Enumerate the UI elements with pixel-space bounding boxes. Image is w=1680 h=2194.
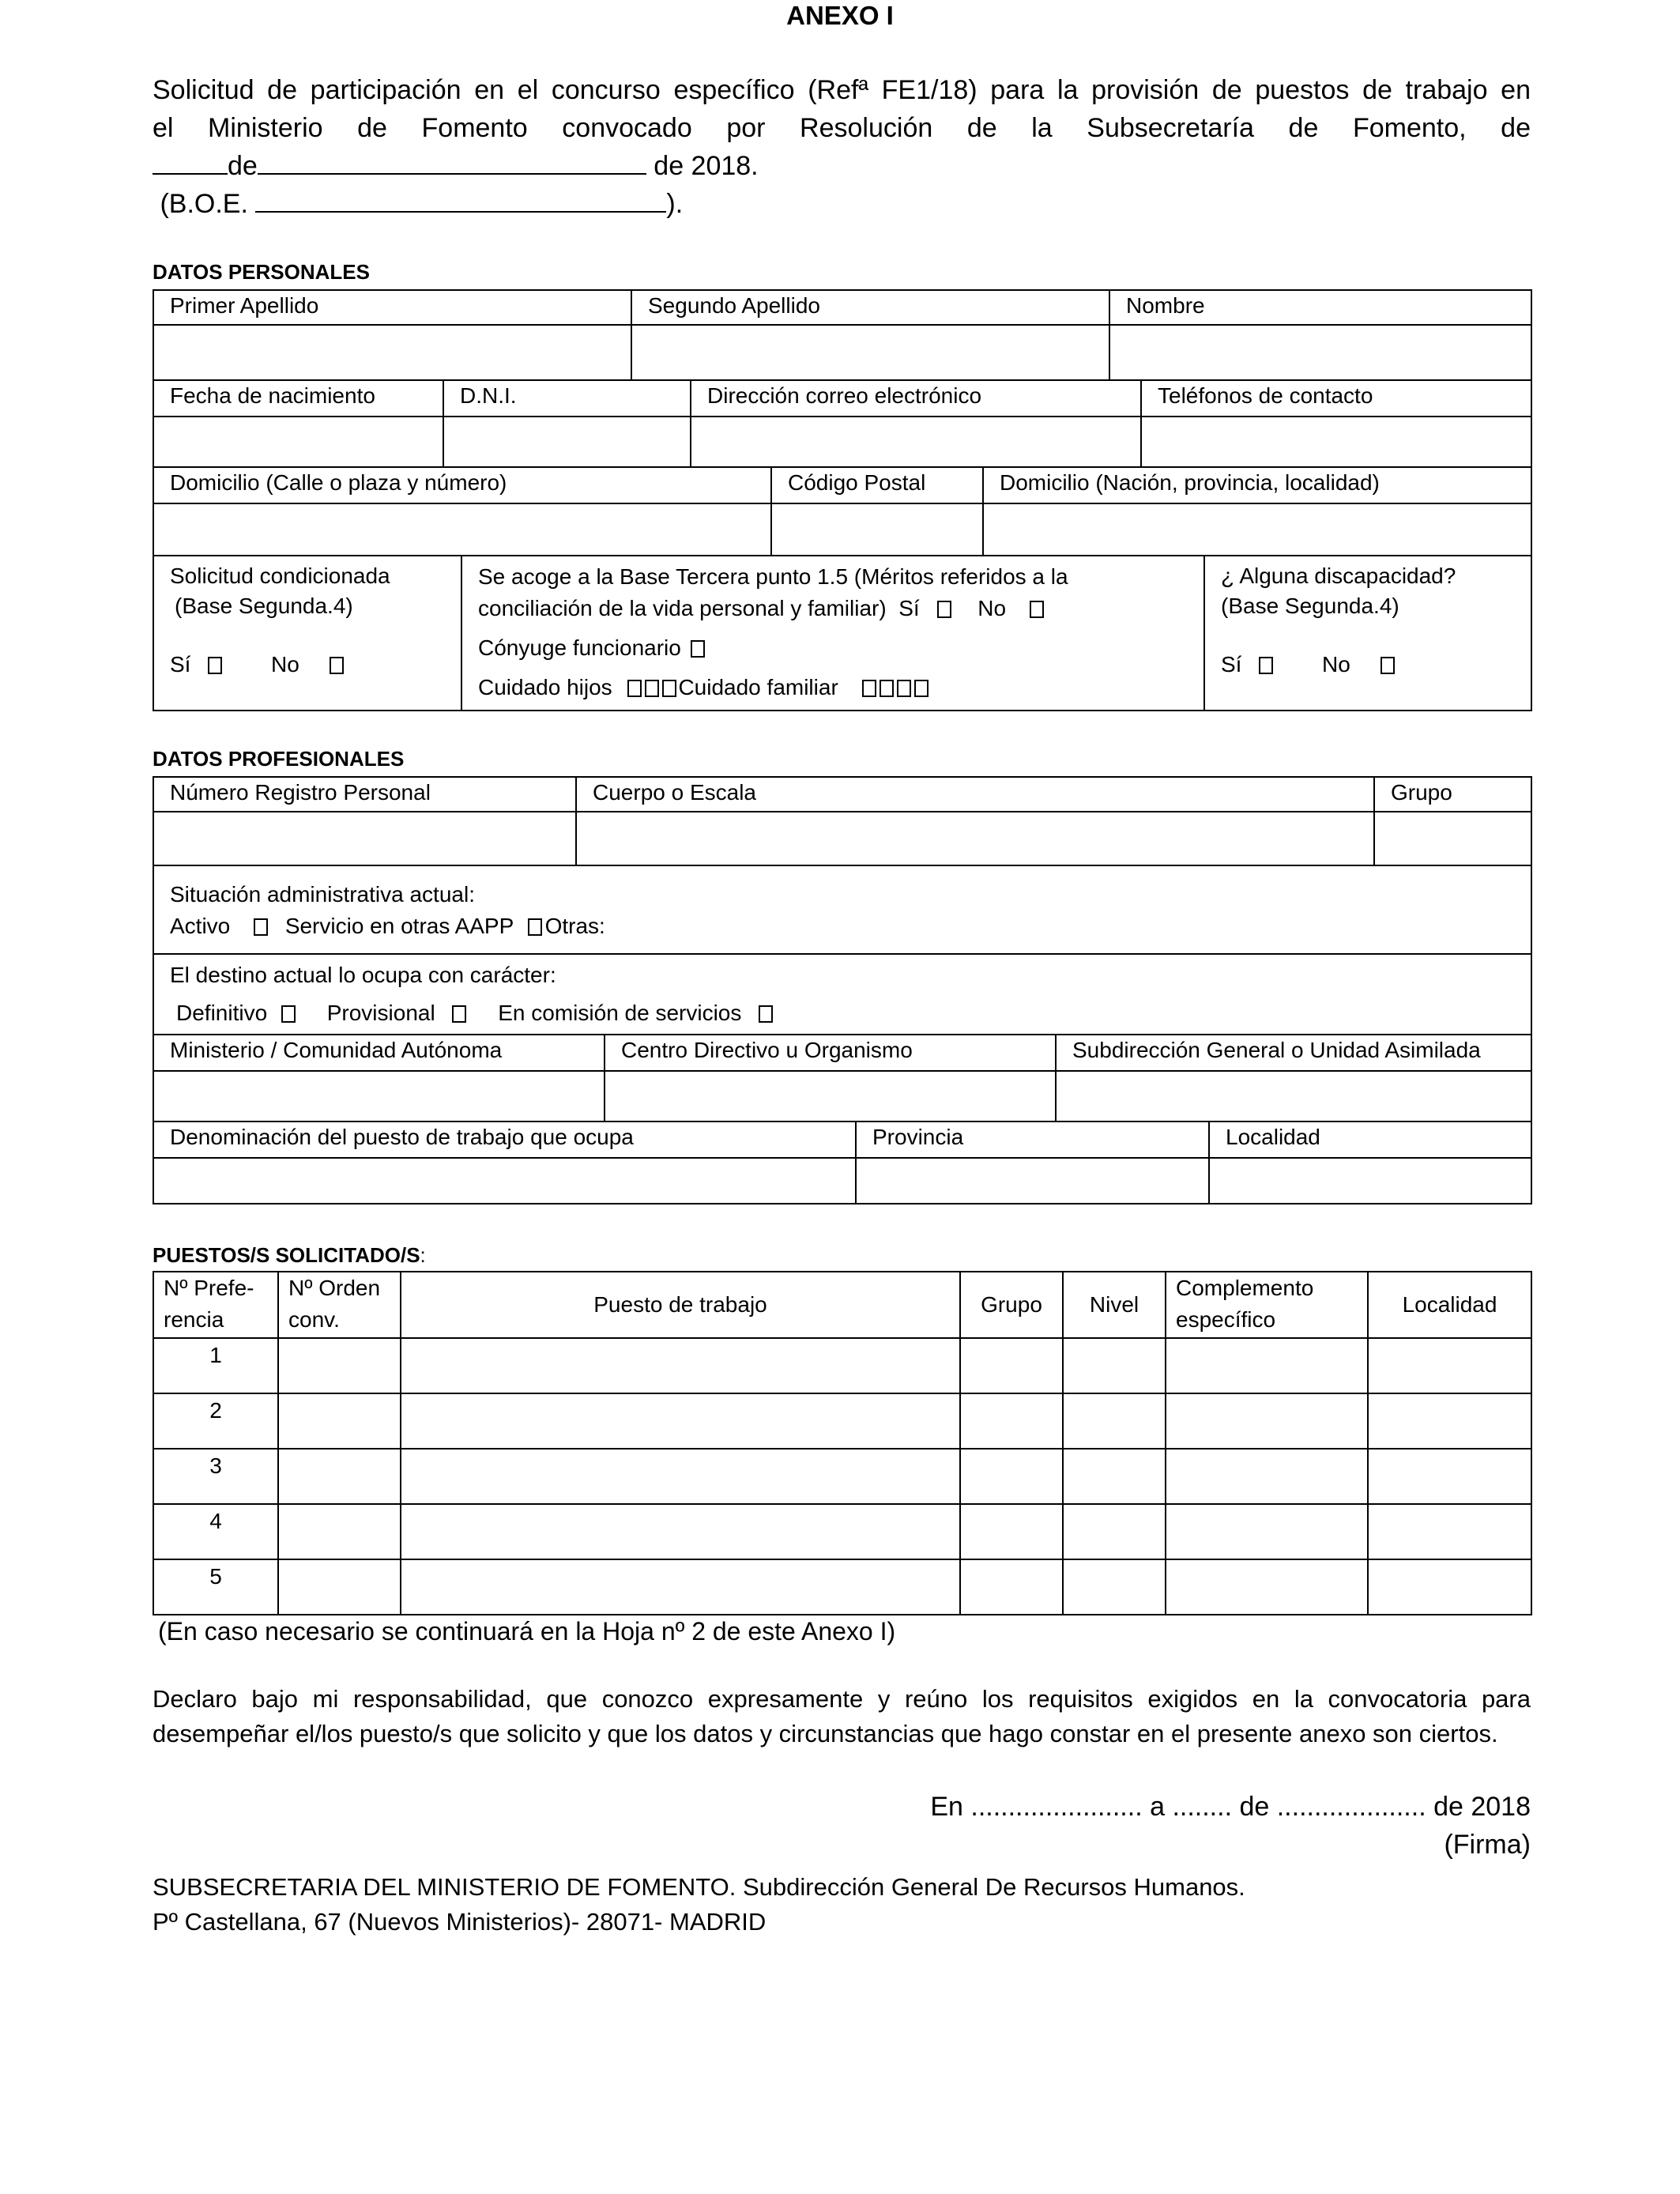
fecha-nacimiento-label: Fecha de nacimiento [153, 380, 443, 417]
base-tercera-cell [461, 556, 1204, 711]
numero-registro-label: Número Registro Personal [153, 777, 576, 812]
situacion-cell [153, 865, 1531, 954]
puesto-cell[interactable] [401, 1393, 960, 1449]
intro-line-3: de de 2018. [153, 147, 1531, 185]
cuidado-familiar-checkbox-3[interactable] [897, 680, 911, 697]
firma-label: (Firma) [1444, 1830, 1531, 1860]
codigo-postal-field[interactable] [771, 503, 983, 556]
col-complemento-header: Complemento específico [1166, 1272, 1368, 1338]
fecha-nacimiento-field[interactable] [153, 417, 443, 467]
condicionada-options: Sí No [170, 650, 461, 680]
profesional-heading: DATOS PROFESIONALES [153, 747, 405, 771]
intro-line-1: Solicitud de participación en el concurso específico (Refª FE1/18) para la provisión de puestos de trabajo en [153, 75, 1531, 105]
discapacidad-label-2: (Base Segunda.4) [1221, 594, 1399, 618]
profesional-table-2 [153, 1034, 1532, 1122]
grupo-cell[interactable] [960, 1338, 1063, 1393]
definitivo-checkbox[interactable] [281, 1005, 296, 1023]
cuidado-row: Cuidado hijos Cuidado familiar [478, 672, 1203, 703]
col-nivel-header: Nivel [1063, 1272, 1166, 1338]
col-localidad-header: Localidad [1368, 1272, 1531, 1338]
centro-field[interactable] [605, 1071, 1056, 1122]
table-row [153, 1559, 1531, 1615]
declaration-text: Declaro bajo mi responsabilidad, que conozco expresamente y reúno los requisitos exigidos en la convocatoria para desempeñar el/los puesto/s que solicito y que los datos y circunstancias que hago constar en el presente anexo son ciertos. [153, 1685, 1531, 1747]
col-preferencia-header: Nº Prefe- rencia [153, 1272, 278, 1338]
activo-checkbox[interactable] [254, 918, 268, 936]
telefonos-label: Teléfonos de contacto [1141, 380, 1531, 417]
base-tercera-no-checkbox[interactable] [1030, 601, 1044, 618]
complemento-cell[interactable] [1166, 1393, 1368, 1449]
intro-line-4: (B.O.E. ). [160, 189, 684, 219]
email-label: Dirección correo electrónico [691, 380, 1141, 417]
nombre-label: Nombre [1109, 290, 1531, 325]
nivel-cell[interactable] [1063, 1559, 1166, 1615]
puesto-cell[interactable] [401, 1338, 960, 1393]
cuidado-familiar-checkbox-1[interactable] [862, 680, 876, 697]
col-grupo-header: Grupo [960, 1272, 1063, 1338]
orden-cell[interactable] [278, 1393, 401, 1449]
orden-cell[interactable] [278, 1504, 401, 1559]
nombre-field[interactable] [1109, 325, 1531, 380]
base-tercera-label-2: conciliación de la vida personal y familiar) Sí No [478, 593, 1203, 624]
cuidado-hijos-checkbox-3[interactable] [662, 680, 676, 697]
denominacion-field[interactable] [153, 1158, 856, 1204]
grupo-field[interactable] [1374, 812, 1531, 865]
month-blank[interactable] [258, 149, 646, 175]
personal-table-4 [153, 555, 1532, 711]
table-row [153, 1449, 1531, 1504]
base-tercera-label-1: Se acoge a la Base Tercera punto 1.5 (Méritos referidos a la [478, 564, 1068, 589]
destino-options: Definitivo Provisional En comisión de servicios [170, 994, 1531, 1032]
personal-heading: DATOS PERSONALES [153, 260, 370, 284]
discapacidad-label-1: ¿ Alguna discapacidad? [1221, 564, 1456, 588]
conyuge-row: Cónyuge funcionario [478, 632, 1203, 664]
numero-registro-field[interactable] [153, 812, 576, 865]
nivel-cell[interactable] [1063, 1338, 1166, 1393]
domicilio-calle-label: Domicilio (Calle o plaza y número) [153, 467, 771, 503]
discapacidad-options: Sí No [1221, 650, 1531, 680]
personal-table-2 [153, 379, 1532, 468]
primer-apellido-field[interactable] [153, 325, 631, 380]
complemento-cell[interactable] [1166, 1504, 1368, 1559]
intro-line-2: el Ministerio de Fomento convocado por Resolución de la Subsecretaría de Fomento, de [153, 113, 1531, 143]
cuidado-familiar-checkbox-4[interactable] [914, 680, 929, 697]
primer-apellido-label: Primer Apellido [153, 290, 631, 325]
destino-cell [153, 954, 1531, 1035]
provisional-checkbox[interactable] [452, 1005, 466, 1023]
telefonos-field[interactable] [1141, 417, 1531, 467]
localidad-cell[interactable] [1368, 1449, 1531, 1504]
dni-label: D.N.I. [443, 380, 691, 417]
col-orden-header: Nº Orden conv. [278, 1272, 401, 1338]
nivel-cell[interactable] [1063, 1449, 1166, 1504]
col-puesto-header: Puesto de trabajo [401, 1272, 960, 1338]
ministerio-field[interactable] [153, 1071, 605, 1122]
orden-cell[interactable] [278, 1559, 401, 1615]
cuerpo-field[interactable] [576, 812, 1374, 865]
provincia-label: Provincia [856, 1122, 1209, 1158]
cuidado-familiar-checkbox-2[interactable] [880, 680, 894, 697]
complemento-cell[interactable] [1166, 1449, 1368, 1504]
nivel-cell[interactable] [1063, 1393, 1166, 1449]
grupo-cell[interactable] [960, 1393, 1063, 1449]
nivel-cell[interactable] [1063, 1504, 1166, 1559]
table-row [153, 1338, 1531, 1393]
discapacidad-no-checkbox[interactable] [1381, 657, 1395, 674]
situacion-label: Situación administrativa actual: [170, 882, 475, 907]
complemento-cell[interactable] [1166, 1559, 1368, 1615]
grupo-cell[interactable] [960, 1559, 1063, 1615]
destino-label: El destino actual lo ocupa con carácter: [170, 963, 556, 987]
domicilio-calle-field[interactable] [153, 503, 771, 556]
localidad-cell[interactable] [1368, 1393, 1531, 1449]
continuation-note: (En caso necesario se continuará en la Hoja nº 2 de este Anexo I) [158, 1617, 896, 1646]
cuidado-hijos-checkbox-2[interactable] [645, 680, 659, 697]
centro-label: Centro Directivo u Organismo [605, 1035, 1056, 1071]
segundo-apellido-field[interactable] [631, 325, 1109, 380]
footer-line-1: SUBSECRETARIA DEL MINISTERIO DE FOMENTO. Subdirección General De Recursos Humanos. [153, 1873, 1245, 1901]
orden-cell[interactable] [278, 1449, 401, 1504]
discapacidad-si-checkbox[interactable] [1259, 657, 1273, 674]
condicionada-si-checkbox[interactable] [208, 657, 222, 674]
row-number: 3 [153, 1449, 278, 1504]
localidad-cell[interactable] [1368, 1338, 1531, 1393]
condicionada-no-checkbox[interactable] [330, 657, 344, 674]
complemento-cell[interactable] [1166, 1338, 1368, 1393]
conyuge-checkbox[interactable] [691, 640, 705, 658]
grupo-label: Grupo [1374, 777, 1531, 812]
personal-table-3 [153, 466, 1532, 556]
footer-line-2: Pº Castellana, 67 (Nuevos Ministerios)- 28071- MADRID [153, 1908, 767, 1936]
denominacion-label: Denominación del puesto de trabajo que ocupa [153, 1122, 856, 1158]
dni-field[interactable] [443, 417, 691, 467]
condicionada-label-2: (Base Segunda.4) [175, 594, 353, 618]
subdireccion-field[interactable] [1056, 1071, 1531, 1122]
localidad-cell[interactable] [1368, 1559, 1531, 1615]
boe-blank[interactable] [255, 187, 666, 213]
localidad-label: Localidad [1209, 1122, 1531, 1158]
ministerio-label: Ministerio / Comunidad Autónoma [153, 1035, 605, 1071]
page-title: ANEXO I [786, 1, 894, 30]
day-blank[interactable] [153, 149, 228, 175]
puestos-table [153, 1271, 1532, 1615]
puesto-cell[interactable] [401, 1559, 960, 1615]
localidad-cell[interactable] [1368, 1504, 1531, 1559]
puestos-heading: PUESTOS/S SOLICITADO/S: [153, 1243, 426, 1267]
provincia-field[interactable] [856, 1158, 1209, 1204]
intro-paragraph [153, 71, 1531, 223]
grupo-cell[interactable] [960, 1504, 1063, 1559]
row-number: 1 [153, 1338, 278, 1393]
discapacidad-cell [1204, 556, 1531, 711]
personal-table-1 [153, 289, 1532, 381]
subdireccion-label: Subdirección General o Unidad Asimilada [1056, 1035, 1531, 1071]
puesto-cell[interactable] [401, 1504, 960, 1559]
place-date-line: En ....................... a ........ de .................... de 2018 [930, 1792, 1531, 1822]
cuerpo-label: Cuerpo o Escala [576, 777, 1374, 812]
row-number: 4 [153, 1504, 278, 1559]
profesional-table-3 [153, 1121, 1532, 1204]
solicitud-condicionada-cell [153, 556, 461, 711]
base-tercera-si-checkbox[interactable] [937, 601, 951, 618]
comision-checkbox[interactable] [759, 1005, 773, 1023]
row-number: 2 [153, 1393, 278, 1449]
puesto-cell[interactable] [401, 1449, 960, 1504]
domicilio-nacion-label: Domicilio (Nación, provincia, localidad) [983, 467, 1531, 503]
profesional-table-1 [153, 776, 1532, 1035]
grupo-cell[interactable] [960, 1449, 1063, 1504]
domicilio-nacion-field[interactable] [983, 503, 1531, 556]
segundo-apellido-label: Segundo Apellido [631, 290, 1109, 325]
localidad-field[interactable] [1209, 1158, 1531, 1204]
cuidado-hijos-checkbox-1[interactable] [627, 680, 642, 697]
row-number: 5 [153, 1559, 278, 1615]
condicionada-label-1: Solicitud condicionada [170, 564, 390, 588]
orden-cell[interactable] [278, 1338, 401, 1393]
table-row [153, 1393, 1531, 1449]
table-row [153, 1504, 1531, 1559]
situacion-options: Activo Servicio en otras AAPP Otras: [170, 914, 605, 938]
email-field[interactable] [691, 417, 1141, 467]
servicio-otras-checkbox[interactable] [528, 918, 542, 936]
codigo-postal-label: Código Postal [771, 467, 983, 503]
